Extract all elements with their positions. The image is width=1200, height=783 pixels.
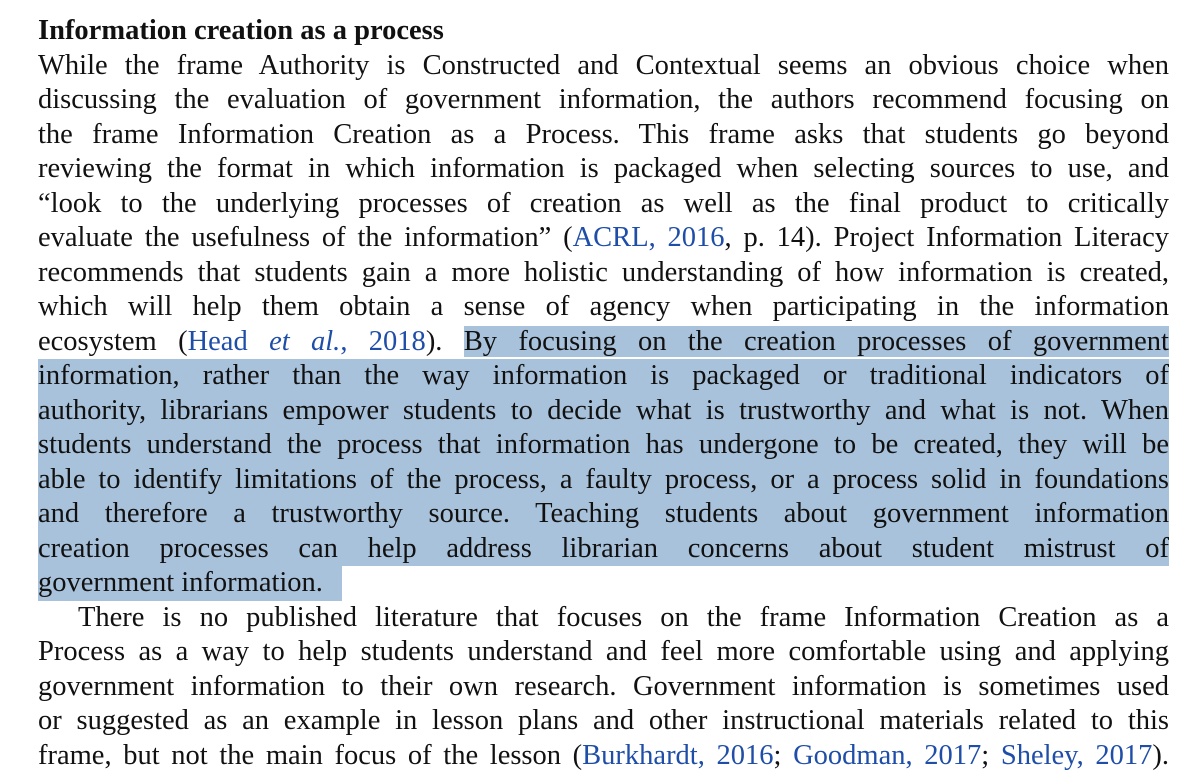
text-line: There is no published literature that focuses on the frame Information Creation as a [78,601,1169,633]
highlighted-line[interactable]: government information. [38,566,342,601]
text-span: ). [425,325,464,357]
text-line [38,325,1169,360]
citation-etal: et al. [269,325,341,357]
citation-link-burkhardt-2016[interactable]: Burkhardt, 2016 [582,739,774,771]
text-span: , p. 14). Project Information Literacy [724,222,1169,253]
highlighted-line[interactable]: able to identify limitations of the process, a faulty process, or a process solid in foundations [38,463,1169,498]
text-line [38,221,1169,256]
text-span: evaluate the usefulness of the information” ( [38,222,573,253]
citation-link-goodman-2017[interactable]: Goodman, 2017 [793,739,982,771]
text-line: While the frame Authority is Constructed and Contextual seems an obvious choice when [38,49,1169,81]
citation-year: , 2018 [340,325,426,357]
text-span: frame, but not the main focus of the lesson ( [38,739,583,771]
citation-link-acrl-2016[interactable]: ACRL, 2016 [572,222,725,253]
paragraph-1 [38,49,1169,601]
text-span: ecosystem ( [38,325,188,357]
text-line: Process as a way to help students understand and feel more comfortable using and applying [38,636,1169,667]
text-line: reviewing the format in which information is packaged when selecting sources to use, and [38,153,1169,184]
text-span: ; [981,739,1001,771]
paragraph-2 [38,601,1169,774]
text-line [38,739,1169,774]
text-span: ). [1152,739,1169,771]
highlighted-line[interactable]: and therefore a trustworthy source. Teaching students about government information [38,497,1169,532]
text-line: “look to the underlying processes of creation as well as the final product to critically [38,187,1169,219]
text-line: recommends that students gain a more holistic understanding of how information is created, [38,256,1169,288]
document-page [38,14,1169,773]
text-line: or suggested as an example in lesson plans and other instructional materials related to this [38,705,1169,736]
citation-link-head-2018[interactable] [188,326,426,357]
highlighted-line[interactable]: students understand the process that information has undergone to be created, they will be [38,428,1169,463]
text-line: the frame Information Creation as a Process. This frame asks that students go beyond [38,118,1169,150]
section-heading: Information creation as a process [38,15,444,46]
highlighted-text[interactable]: By focusing on the creation processes of government [463,325,1169,357]
text-line: discussing the evaluation of government information, the authors recommend focusing on [38,84,1169,115]
highlighted-line[interactable]: information, rather than the way information is packaged or traditional indicators of [38,359,1169,394]
highlighted-line[interactable]: creation processes can help address librarian concerns about student mistrust of [38,532,1169,567]
text-line: which will help them obtain a sense of agency when participating in the information [38,291,1169,322]
highlighted-line[interactable]: authority, librarians empower students to decide what is trustworthy and what is not. When [38,394,1169,429]
text-line: government information to their own research. Government information is sometimes used [38,670,1169,702]
text-span: ; [773,739,794,771]
citation-author: Head [187,325,270,357]
citation-link-sheley-2017[interactable]: Sheley, 2017 [1000,739,1153,771]
